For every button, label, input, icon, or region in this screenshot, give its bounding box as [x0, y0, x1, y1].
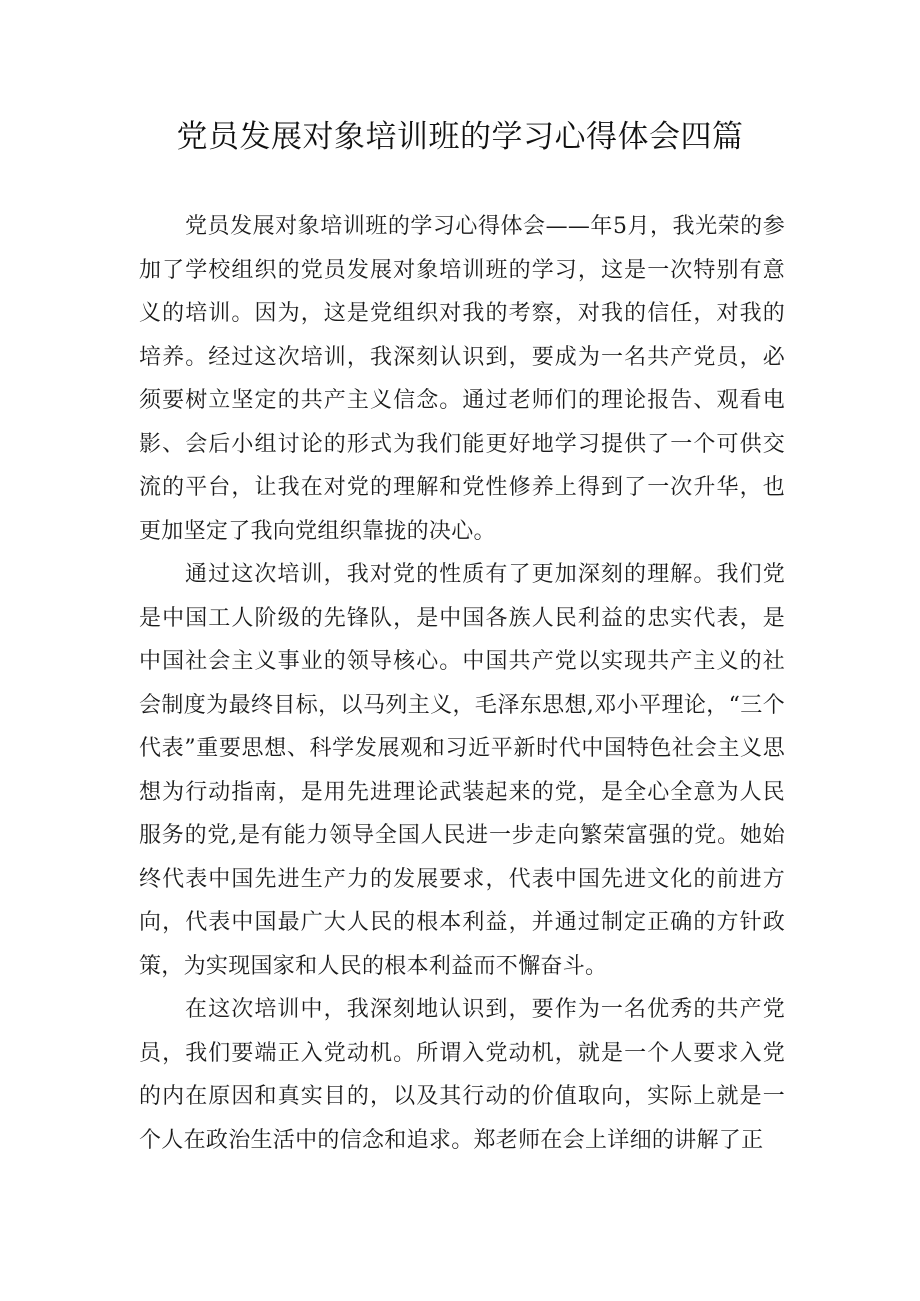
document-body	[139, 205, 785, 1162]
paragraph-3: 在这次培训中，我深刻地认识到，要作为一名优秀的共产党员，我们要端正入党动机。所谓入党动机，就是一个人要求入党的内在原因和真实目的，以及其行动的价值取向，实际上就是一个人在政治生活中的信念和追求。郑老师在会上详细的讲解了正	[139, 997, 785, 1153]
paragraph-2: 通过这次培训，我对党的性质有了更加深刻的理解。我们党是中国工人阶级的先锋队，是中国各族人民利益的忠实代表，是中国社会主义事业的领导核心。中国共产党以实现共产主义的社会制度为最终目标，以马列主义，毛泽东思想,邓小平理论，“三个代表”重要思想、科学发展观和习近平新时代中国特色社会主义思想为行动指南，是用先进理论武装起来的党，是全心全意为人民服务的党,是有能力领导全国人民进一步走向繁荣富强的党。她始终代表中国先进生产力的发展要求，代表中国先进文化的前进方向，代表中国最广大人民的根本利益，并通过制定正确的方针政策，为实现国家和人民的根本利益而不懈奋斗。	[139, 562, 785, 979]
document-title: 党员发展对象培训班的学习心得体会四篇	[176, 119, 744, 155]
paragraph-1: 党员发展对象培训班的学习心得体会——年5月，我光荣的参加了学校组织的党员发展对象培训班的学习，这是一次特别有意义的培训。因为，这是党组织对我的考察，对我的信任，对我的培养。经过这次培训，我深刻认识到，要成为一名共产党员，必须要树立坚定的共产主义信念。通过老师们的理论报告、观看电影、会后小组讨论的形式为我们能更好地学习提供了一个可供交流的平台，让我在对党的理解和党性修养上得到了一次升华，也更加坚定了我向党组织靠拢的决心。	[139, 214, 785, 544]
